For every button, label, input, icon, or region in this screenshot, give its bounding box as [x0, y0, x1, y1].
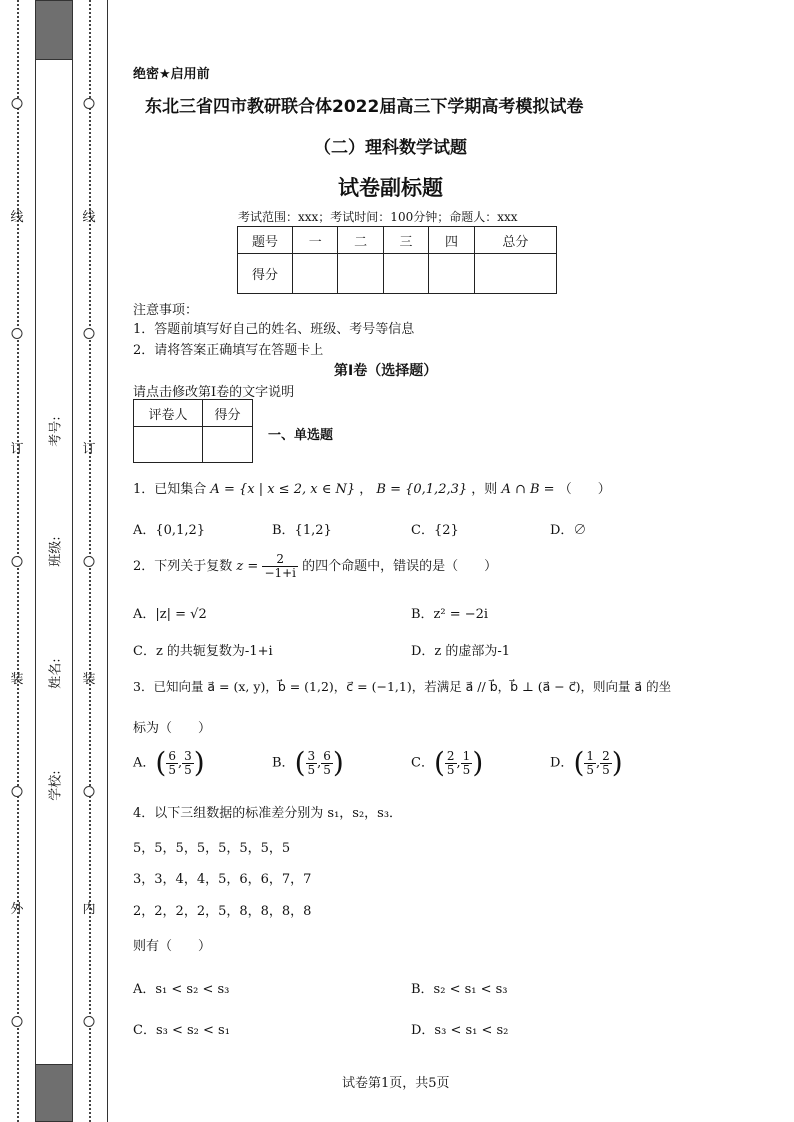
outer-circle-3	[12, 556, 23, 567]
score-header-cell: 二	[338, 227, 383, 254]
outer-circle-4	[12, 786, 23, 797]
q2-fraction	[262, 553, 298, 580]
margin-rule-inner	[107, 0, 108, 1122]
q3-a-frac-2: $\frac{3}{5}$	[184, 748, 192, 777]
grader-cell	[203, 427, 253, 463]
q3-b-frac-1: $\frac{3}{5}$	[307, 748, 316, 777]
inner-mark-nei: 内	[82, 902, 96, 917]
notes-title: 注意事项：	[133, 303, 199, 318]
inner-circle-4	[84, 786, 95, 797]
q3-c-frac-1: $\frac{2}{5}$	[446, 748, 455, 777]
question-1	[133, 478, 611, 497]
section-single-choice: 一、单选题	[268, 428, 334, 443]
q1-stem-a: 1．已知集合	[133, 482, 207, 497]
exam-subtitle: 试卷副标题	[338, 176, 443, 200]
label-exam-number: 考号:	[48, 416, 64, 447]
q1-set-a: A = {x | x ≤ 2, x ∈ N}	[210, 482, 356, 497]
notes-item-2: 2．请将答案正确填写在答题卡上	[133, 343, 324, 358]
inner-mark-ding: 订	[82, 442, 96, 457]
margin-gray-band-top	[35, 0, 73, 60]
q1-option-a: A．{0,1,2}	[133, 523, 206, 538]
margin-rule-left	[35, 0, 36, 1122]
q4-data-row-3: 2，2，2，2，5，8，8，8，8	[133, 904, 312, 919]
q1-stem-b: ，则	[471, 482, 498, 497]
inner-circle-1	[84, 98, 95, 109]
q2-option-c: C．z 的共轭复数为-1+i	[133, 644, 273, 659]
q1-option-d: D．∅	[550, 523, 587, 538]
label-class: 班级:	[48, 536, 64, 567]
exam-title-line1: 东北三省四市教研联合体2022届高三下学期高考模拟试卷	[145, 97, 584, 117]
label-name: 姓名:	[48, 658, 64, 689]
q3-option-a: A．( $\frac{6}{5}$ , $\frac{3}{5}$ )	[133, 746, 205, 779]
q3-option-a-letter: A．	[133, 755, 156, 771]
q3-option-c: C．( $\frac{2}{5}$ , $\frac{1}{5}$ )	[411, 746, 484, 779]
part1-description: 请点击修改第I卷的文字说明	[133, 385, 295, 400]
q3-option-c-letter: C．	[411, 755, 434, 771]
q2-denominator: −1+i	[264, 566, 297, 580]
grader-row	[134, 427, 253, 463]
q4-data-row-1: 5，5，5，5，5，5，5，5	[133, 841, 291, 856]
outer-mark-wai: 外	[10, 902, 24, 917]
secret-label: 绝密★启用前	[133, 67, 210, 82]
q1-separator: ，	[359, 482, 373, 497]
inner-mark-zhuang: 装	[82, 672, 96, 687]
grader-header-row	[134, 400, 253, 427]
q1-option-b: B．{1,2}	[272, 523, 332, 538]
q3-b-frac-2: $\frac{6}{5}$	[323, 748, 331, 777]
grader-cell	[134, 427, 203, 463]
q2-option-b: B．z² = −2i	[411, 607, 489, 622]
q2-stem-a: 2．下列关于复数	[133, 559, 233, 574]
exam-info: 考试范围：xxx；考试时间：100分钟；命题人：xxx	[238, 210, 518, 224]
q2-option-a: A．|z| = √2	[133, 607, 207, 622]
score-table	[237, 226, 557, 294]
q1-ask: A ∩ B =	[501, 482, 555, 497]
exam-title-line2: （二）理科数学试题	[314, 138, 467, 158]
question-4: 4．以下三组数据的标准差分别为 s₁，s₂，s₃．	[133, 806, 403, 821]
q1-option-c: C．{2}	[411, 523, 459, 538]
q3-d-frac-2: $\frac{2}{5}$	[602, 748, 610, 777]
inner-circle-3	[84, 556, 95, 567]
q4-option-d: D．s₃ < s₁ < s₂	[411, 1023, 509, 1038]
score-cell	[474, 254, 556, 294]
outer-circle-5	[12, 1016, 23, 1027]
inner-circle-5	[84, 1016, 95, 1027]
q2-stem-b: 的四个命题中，错误的是（ ）	[302, 559, 498, 574]
q4-option-a: A．s₁ < s₂ < s₃	[133, 982, 230, 997]
q2-option-d: D．z 的虚部为-1	[411, 644, 511, 659]
inner-mark-line: 线	[82, 210, 96, 225]
question-2	[133, 553, 497, 580]
q2-numerator: 2	[262, 553, 298, 567]
question-3-cont: 标为（ ）	[133, 721, 212, 736]
q3-c-frac-2: $\frac{1}{5}$	[462, 748, 471, 777]
outer-mark-line: 线	[10, 210, 24, 225]
q4-option-c: C．s₃ < s₂ < s₁	[133, 1023, 230, 1038]
score-table-header-row	[238, 227, 557, 254]
score-row-label: 得分	[238, 254, 293, 294]
q1-set-b: B = {0,1,2,3}	[376, 482, 468, 497]
score-cell	[429, 254, 474, 294]
q3-option-b-letter: B．	[272, 755, 295, 771]
score-header-cell: 题号	[238, 227, 293, 254]
q3-option-d-letter: D．	[550, 755, 574, 771]
outer-mark-ding: 订	[10, 442, 24, 457]
score-cell	[338, 254, 383, 294]
grader-header-cell: 评卷人	[134, 400, 203, 427]
q3-option-b: B．( $\frac{3}{5}$ , $\frac{6}{5}$ )	[272, 746, 344, 779]
grader-header-cell: 得分	[203, 400, 253, 427]
outer-circle-1	[12, 98, 23, 109]
score-header-cell: 四	[429, 227, 474, 254]
question-3: 3．已知向量 a⃗ = (x, y)，b⃗ = (1,2)，c⃗ = (−1,1)，若满足 a⃗ // b⃗，b⃗ ⊥ (a⃗ − c⃗)，则向量 a⃗ 的坐	[133, 679, 672, 694]
q2-z: z =	[236, 559, 259, 574]
score-header-cell: 总分	[474, 227, 556, 254]
notes-item-1: 1．答题前填写好自己的姓名、班级、考号等信息	[133, 322, 415, 337]
label-school: 学校:	[48, 770, 64, 801]
q4-option-b: B．s₂ < s₁ < s₃	[411, 982, 508, 997]
q3-a-frac-1: $\frac{6}{5}$	[168, 748, 176, 777]
score-table-row	[238, 254, 557, 294]
q4-data-row-2: 3，3，4，4，5，6，6，7，7	[133, 872, 312, 887]
score-header-cell: 三	[383, 227, 428, 254]
outer-circle-2	[12, 328, 23, 339]
margin-gray-band-bottom	[35, 1064, 73, 1122]
page-footer: 试卷第1页，共5页	[342, 1076, 450, 1091]
score-cell	[293, 254, 338, 294]
q4-ask: 则有（ ）	[133, 939, 212, 954]
q3-option-d: D．( $\frac{1}{5}$ , $\frac{2}{5}$ )	[550, 746, 623, 779]
inner-circle-2	[84, 328, 95, 339]
score-header-cell: 一	[293, 227, 338, 254]
part1-title: 第I卷（选择题）	[334, 363, 438, 379]
outer-mark-zhuang: 装	[10, 672, 24, 687]
q3-d-frac-1: $\frac{1}{5}$	[586, 748, 595, 777]
score-cell	[383, 254, 428, 294]
margin-rule-right	[72, 0, 73, 1122]
grader-table	[133, 399, 253, 463]
q1-tail: （ ）	[558, 482, 611, 497]
